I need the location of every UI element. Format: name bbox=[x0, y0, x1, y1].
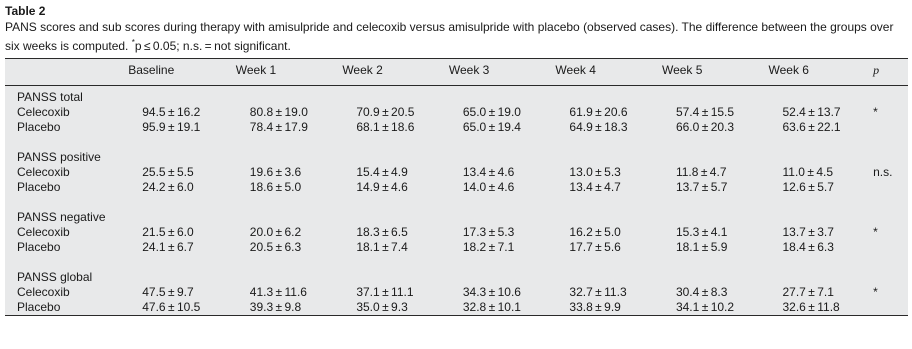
table-cell: 13.7 ± 5.7 bbox=[675, 180, 728, 194]
p-value-cell bbox=[869, 300, 908, 315]
table-row bbox=[5, 120, 908, 135]
table-cell: 57.4 ± 15.5 bbox=[675, 105, 735, 119]
p-value-cell bbox=[869, 180, 908, 195]
p-value-cell: n.s. bbox=[873, 165, 893, 179]
table-cell: 12.6 ± 5.7 bbox=[782, 180, 834, 194]
group-row bbox=[5, 206, 908, 225]
row-label: Placebo bbox=[17, 240, 61, 254]
table-cell: 13.0 ± 5.3 bbox=[569, 165, 621, 179]
table-cell: 15.4 ± 4.9 bbox=[356, 165, 408, 179]
table-cell: 18.2 ± 7.1 bbox=[462, 240, 515, 254]
table-cell: 65.0 ± 19.0 bbox=[462, 105, 521, 119]
table-cell: 32.6 ± 11.8 bbox=[782, 300, 840, 314]
table-cell: 41.3 ± 11.6 bbox=[249, 285, 307, 299]
table-cell: 20.0 ± 6.2 bbox=[249, 225, 302, 239]
group-spacer bbox=[5, 195, 908, 206]
table-row bbox=[5, 165, 908, 180]
table-cell: 47.5 ± 9.7 bbox=[142, 285, 194, 299]
table-cell: 52.4 ± 13.7 bbox=[782, 105, 841, 119]
table-row bbox=[5, 225, 908, 240]
table-body bbox=[5, 86, 908, 316]
row-label: Celecoxib bbox=[17, 105, 70, 119]
header-week-1: Week 1 bbox=[236, 59, 343, 86]
table-cell: 17.3 ± 5.3 bbox=[462, 225, 515, 239]
table-cell: 34.3 ± 10.6 bbox=[462, 285, 521, 299]
group-spacer bbox=[5, 135, 908, 146]
table-cell: 37.1 ± 11.1 bbox=[356, 285, 414, 299]
table-cell: 14.0 ± 4.6 bbox=[462, 180, 515, 194]
group-label: PANSS positive bbox=[17, 150, 101, 164]
table-row bbox=[5, 180, 908, 195]
header-week-5: Week 5 bbox=[662, 59, 769, 86]
table-cell: 32.7 ± 11.3 bbox=[569, 285, 627, 299]
table-cell: 14.9 ± 4.6 bbox=[356, 180, 408, 194]
p-value-cell bbox=[869, 240, 908, 255]
data-table bbox=[5, 59, 908, 315]
table-cell: 34.1 ± 10.2 bbox=[675, 300, 735, 314]
row-label: Celecoxib bbox=[17, 285, 70, 299]
header-week-3: Week 3 bbox=[449, 59, 556, 86]
table-cell: 13.4 ± 4.6 bbox=[462, 165, 515, 179]
table-cell: 19.6 ± 3.6 bbox=[249, 165, 302, 179]
p-value-cell: * bbox=[873, 225, 878, 239]
table-cell: 33.8 ± 9.9 bbox=[569, 300, 621, 314]
table-title: Table 2 bbox=[5, 4, 46, 18]
p-value-cell bbox=[869, 120, 908, 135]
table-cell: 18.4 ± 6.3 bbox=[782, 240, 834, 254]
table-cell: 47.6 ± 10.5 bbox=[142, 300, 201, 314]
table-cell: 39.3 ± 9.8 bbox=[249, 300, 302, 314]
table-cell: 17.7 ± 5.6 bbox=[569, 240, 621, 254]
table-cell: 21.5 ± 6.0 bbox=[142, 225, 194, 239]
table-cell: 68.1 ± 18.6 bbox=[356, 120, 415, 134]
group-row bbox=[5, 266, 908, 285]
table-cell: 24.1 ± 6.7 bbox=[142, 240, 194, 254]
row-label: Celecoxib bbox=[17, 225, 70, 239]
table-cell: 11.8 ± 4.7 bbox=[675, 165, 727, 179]
table-cell: 25.5 ± 5.5 bbox=[142, 165, 194, 179]
group-row bbox=[5, 146, 908, 165]
table-cell: 80.8 ± 19.0 bbox=[249, 105, 308, 119]
table-cell: 18.1 ± 7.4 bbox=[356, 240, 408, 254]
table-cell: 95.9 ± 19.1 bbox=[142, 120, 201, 134]
table-cell: 16.2 ± 5.0 bbox=[569, 225, 621, 239]
table-cell: 20.5 ± 6.3 bbox=[249, 240, 302, 254]
table-cell: 24.2 ± 6.0 bbox=[142, 180, 194, 194]
table-row bbox=[5, 300, 908, 315]
data-table-container bbox=[5, 58, 908, 316]
table-cell: 27.7 ± 7.1 bbox=[782, 285, 834, 299]
header-p: p bbox=[869, 59, 908, 86]
table-cell: 18.3 ± 6.5 bbox=[356, 225, 408, 239]
table-cell: 15.3 ± 4.1 bbox=[675, 225, 728, 239]
header-label-column bbox=[5, 59, 128, 86]
group-row bbox=[5, 86, 908, 106]
table-cell: 61.9 ± 20.6 bbox=[569, 105, 628, 119]
p-value-cell: * bbox=[873, 105, 878, 119]
table-cell: 94.5 ± 16.2 bbox=[142, 105, 201, 119]
table-cell: 66.0 ± 20.3 bbox=[675, 120, 735, 134]
table-cell: 18.6 ± 5.0 bbox=[249, 180, 302, 194]
table-cell: 64.9 ± 18.3 bbox=[569, 120, 628, 134]
table-cell: 30.4 ± 8.3 bbox=[675, 285, 728, 299]
table-cell: 70.9 ± 20.5 bbox=[356, 105, 415, 119]
spacer-cell bbox=[5, 135, 908, 146]
table-cell: 18.1 ± 5.9 bbox=[675, 240, 728, 254]
table-cell: 65.0 ± 19.4 bbox=[462, 120, 521, 134]
caption-text-end: p ≤ 0.05; n.s. = not significant. bbox=[134, 39, 291, 53]
caption-superscript: * bbox=[131, 38, 135, 47]
group-label: PANSS global bbox=[17, 270, 93, 284]
table-cell: 32.8 ± 10.1 bbox=[462, 300, 521, 314]
row-label: Placebo bbox=[17, 120, 61, 134]
spacer-cell bbox=[5, 195, 908, 206]
header-week-2: Week 2 bbox=[342, 59, 449, 86]
table-row bbox=[5, 240, 908, 255]
table-cell: 11.0 ± 4.5 bbox=[782, 165, 834, 179]
table-caption bbox=[5, 20, 908, 54]
p-value-cell: * bbox=[873, 285, 878, 299]
table-row bbox=[5, 285, 908, 300]
caption-text-start: PANS scores and sub scores during therapy with amisulpride and celecoxib versus amisulpride with placebo (observed cases). The difference between the groups over six weeks is computed. bbox=[5, 20, 894, 53]
header-row bbox=[5, 59, 908, 86]
table-cell: 13.7 ± 3.7 bbox=[782, 225, 834, 239]
spacer-cell bbox=[5, 255, 908, 266]
row-label: Placebo bbox=[17, 300, 61, 314]
table-row bbox=[5, 105, 908, 120]
group-label: PANSS total bbox=[17, 90, 83, 104]
group-label: PANSS negative bbox=[17, 210, 106, 224]
table-cell: 35.0 ± 9.3 bbox=[356, 300, 408, 314]
row-label: Celecoxib bbox=[17, 165, 70, 179]
table-cell: 78.4 ± 17.9 bbox=[249, 120, 308, 134]
table-cell: 13.4 ± 4.7 bbox=[569, 180, 621, 194]
header-baseline: Baseline bbox=[128, 59, 236, 86]
row-label: Placebo bbox=[17, 180, 61, 194]
table-cell: 63.6 ± 22.1 bbox=[782, 120, 841, 134]
header-week-6: Week 6 bbox=[769, 59, 870, 86]
header-week-4: Week 4 bbox=[555, 59, 662, 86]
group-spacer bbox=[5, 255, 908, 266]
